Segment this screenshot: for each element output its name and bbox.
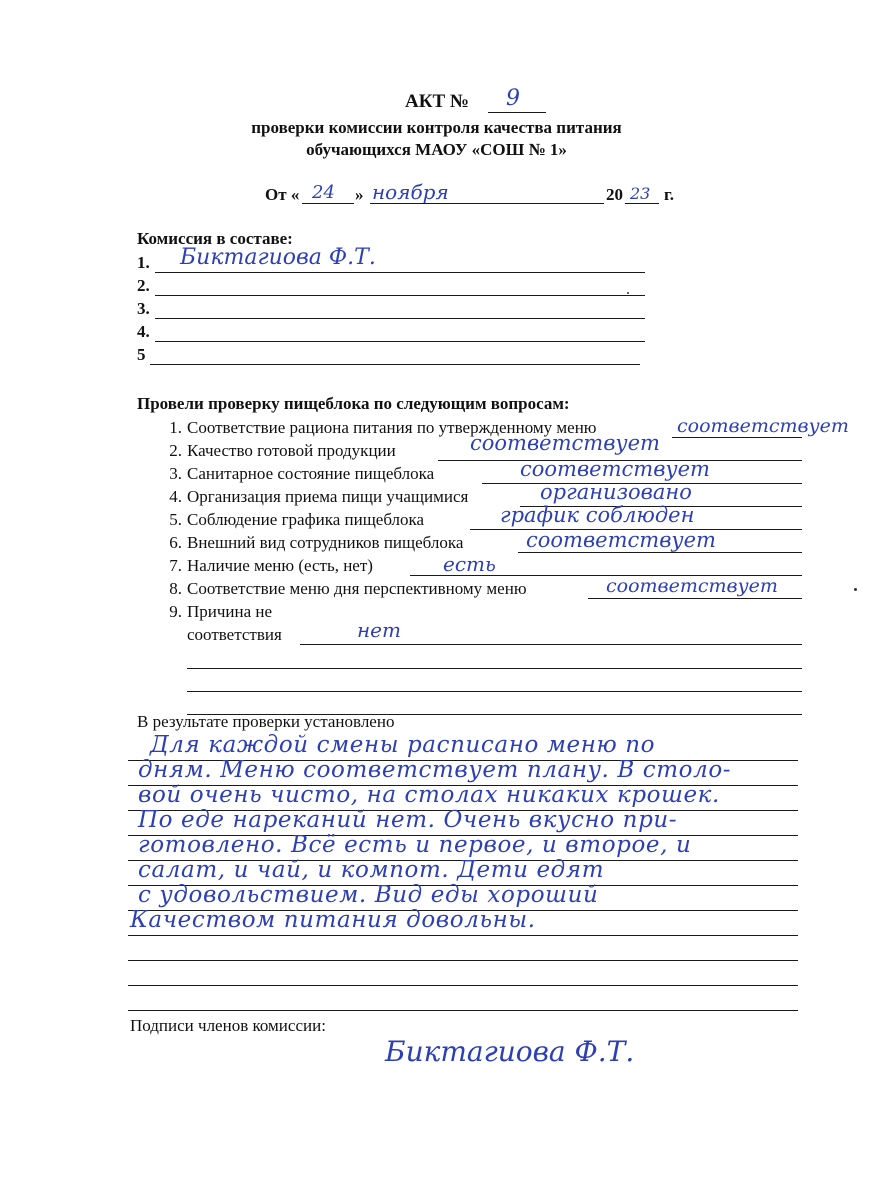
question-6-answer: соответствует (526, 528, 716, 552)
result-text-6: салат, и чай, и компот. Дети едят (138, 857, 605, 883)
question-4-text: Организация приема пищи учащимися (187, 487, 469, 506)
result-line-9 (128, 960, 798, 961)
question-1-line (672, 437, 802, 438)
result-text-7: с удовольствием. Вид еды хороший (138, 882, 599, 908)
question-5-num: 5. (169, 510, 182, 529)
act-label: АКТ № (405, 91, 470, 112)
question-9-extra-line-1 (187, 668, 802, 669)
signature: Биктагиова Ф.Т. (385, 1035, 635, 1068)
question-3-text: Санитарное состояние пищеблока (187, 464, 435, 483)
act-number-line (488, 112, 546, 113)
question-9-text: Причина не (187, 602, 273, 621)
question-3-answer: соответствует (520, 457, 710, 481)
question-6-line (518, 552, 802, 553)
question-9-num: 9. (169, 602, 182, 621)
commission-title: Комиссия в составе: (137, 229, 293, 248)
question-8-num: 8. (169, 579, 182, 598)
question-2-answer: соответствует (470, 431, 660, 455)
date-day-line (302, 203, 354, 204)
result-text-8: Качеством питания довольны. (130, 907, 536, 933)
member-3-num: 3. (137, 299, 150, 318)
question-7-answer: есть (443, 552, 496, 576)
date-year-prefix: 20 (606, 185, 623, 204)
member-2-num: 2. (137, 276, 150, 295)
member-4-num: 4. (137, 322, 150, 341)
question-8-answer: соответствует (606, 575, 778, 597)
scan-speck (627, 292, 629, 294)
question-5-answer: график соблюден (500, 503, 695, 527)
member-2-line (155, 295, 645, 296)
question-3-num: 3. (169, 464, 182, 483)
question-6-text: Внешний вид сотрудников пищеблока (187, 533, 464, 552)
question-2-text: Качество готовой продукции (187, 441, 396, 460)
question-8-line (588, 598, 802, 599)
question-4-num: 4. (169, 487, 182, 506)
question-1-text: Соответствие рациона питания по утвержденному меню (187, 418, 597, 437)
question-1-num: 1. (169, 418, 182, 437)
date-prefix: От « (265, 185, 300, 204)
subtitle-line-1: проверки комиссии контроля качества питания (251, 118, 622, 137)
question-5-text: Соблюдение графика пищеблока (187, 510, 425, 529)
date-closing-quote: » (355, 185, 364, 204)
question-1-answer: соответствует (677, 415, 849, 437)
date-day: 24 (312, 182, 335, 203)
signatures-label: Подписи членов комиссии: (130, 1016, 326, 1035)
questions-title: Провели проверку пищеблока по следующим вопросам: (137, 394, 570, 413)
subtitle-line-2: обучающихся МАОУ «СОШ № 1» (306, 140, 567, 159)
act-title (405, 92, 469, 112)
question-7-text: Наличие меню (есть, нет) (187, 556, 373, 575)
date-year-line (625, 203, 659, 204)
question-9-line (300, 644, 802, 645)
member-4-line (155, 341, 645, 342)
result-text-2: дням. Меню соответствует плану. В столо- (138, 757, 732, 783)
result-line-10 (128, 985, 798, 986)
scan-speck (854, 588, 857, 591)
question-9-extra-line-2 (187, 691, 802, 692)
result-text-1: Для каждой смены расписано меню по (150, 732, 656, 758)
member-5-num: 5 (137, 345, 146, 364)
question-6-num: 6. (169, 533, 182, 552)
member-3-line (155, 318, 645, 319)
question-2-num: 2. (169, 441, 182, 460)
question-9-text-continued: соответствия (187, 625, 282, 644)
result-text-3: вой очень чисто, на столах никаких крошек. (138, 782, 720, 808)
question-9-answer: нет (357, 618, 401, 642)
act-number: 9 (506, 86, 520, 111)
result-text-5: готовлено. Всё есть и первое, и второе, и (138, 832, 692, 858)
member-1-name: Биктагиова Ф.Т. (180, 245, 376, 270)
result-line-8 (128, 935, 798, 936)
member-1-num: 1. (137, 253, 150, 272)
result-line-11 (128, 1010, 798, 1011)
member-1-line (155, 272, 645, 273)
question-8-text: Соответствие меню дня перспективному меню (187, 579, 527, 598)
date-year-suffix: 23 (630, 184, 651, 203)
date-month: ноября (372, 180, 449, 204)
result-text-4: По еде нареканий нет. Очень вкусно при- (138, 807, 678, 833)
question-7-num: 7. (169, 556, 182, 575)
question-4-answer: организовано (540, 480, 692, 504)
date-year-end: г. (664, 185, 675, 204)
result-title: В результате проверки установлено (137, 712, 395, 731)
member-5-line (150, 364, 640, 365)
